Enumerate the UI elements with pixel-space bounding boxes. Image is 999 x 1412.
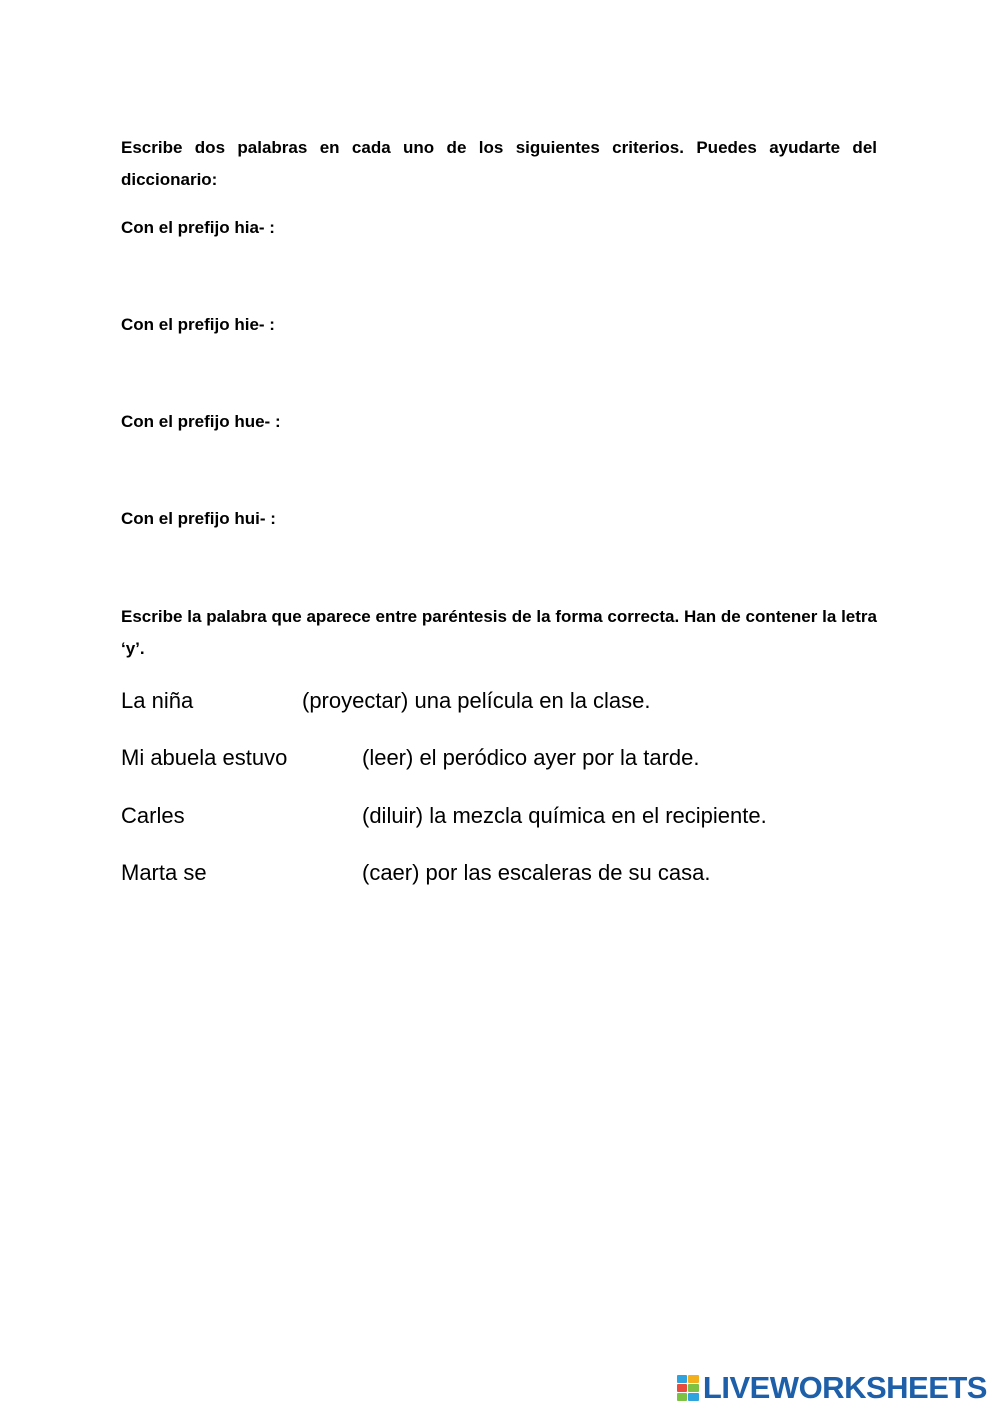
sentence-2-start: Mi abuela estuvo [121, 745, 288, 770]
prefix-hia-label: Con el prefijo hia- : [121, 218, 275, 237]
sentence-3-rest: (diluir) la mezcla química en el recipiente. [362, 803, 767, 828]
sentence-1-rest: (proyectar) una película en la clase. [302, 688, 651, 713]
prefix-hue-label: Con el prefijo hue- : [121, 412, 281, 431]
sentence-2-rest: (leer) el peródico ayer por la tarde. [362, 745, 700, 770]
sentence-3-start: Carles [121, 803, 185, 828]
liveworksheets-logo-icon [677, 1375, 699, 1401]
prefix-hie-label: Con el prefijo hie- : [121, 315, 275, 334]
liveworksheets-logo [677, 1370, 987, 1405]
sentence-4-rest: (caer) por las escaleras de su casa. [362, 860, 711, 885]
sentence-4-start: Marta se [121, 860, 207, 885]
sentence-1-start: La niña [121, 688, 194, 713]
prefix-hui-label: Con el prefijo hui- : [121, 509, 276, 528]
liveworksheets-logo-text: LIVEWORKSHEETS [702, 1370, 987, 1405]
exercise1-instruction: Escribe dos palabras en cada uno de los siguientes criterios. Puedes ayudarte del diccionario: [121, 138, 877, 189]
exercise2-instruction: Escribe la palabra que aparece entre paréntesis de la forma correcta. Han de contener la letra ‘y’. [121, 607, 877, 658]
